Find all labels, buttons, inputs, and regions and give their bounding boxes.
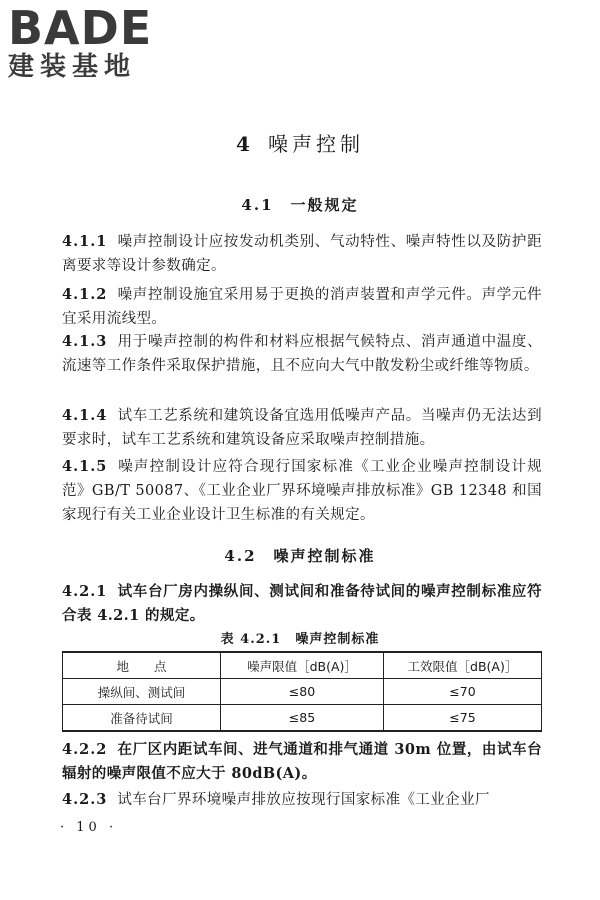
- table-cell: ≤70: [383, 679, 541, 705]
- chapter-number: 4: [236, 132, 254, 156]
- header-efficiency-limit: 工效限值［dB(A)］: [383, 652, 541, 679]
- section-number: 4.2: [224, 547, 257, 565]
- clause-4-1-1: [62, 230, 542, 278]
- clause-text: 试车台厂界环境噪声排放应按现行国家标准《工业企业厂: [117, 792, 490, 808]
- section-title-4-2: [0, 545, 600, 566]
- section-name: 一般规定: [290, 196, 359, 214]
- clause-4-1-5: [62, 455, 542, 527]
- clause-text: 在厂区内距试车间、进气通道和排气通道 30m 位置，由试车台辐射的噪声限值不应大于 80dB(A)。: [62, 741, 542, 782]
- clause-4-2-1: [62, 580, 542, 628]
- section-title-4-1: [0, 194, 600, 215]
- header-noise-limit: 噪声限值［dB(A)］: [221, 652, 384, 679]
- clause-text: 试车台厂房内操纵间、测试间和准备待试间的噪声控制标准应符合表 4.2.1 的规定。: [62, 583, 542, 624]
- logo-wordmark: BADE: [8, 1, 153, 55]
- clause-number: 4.1.2: [62, 286, 108, 303]
- clause-text: 试车工艺系统和建筑设备宜选用低噪声产品。当噪声仍无法达到要求时，试车工艺系统和建筑设备应采取噪声控制措施。: [62, 408, 542, 448]
- noise-limit-table: [62, 651, 542, 732]
- clause-number: 4.1.1: [62, 233, 108, 250]
- page-number: · 10 ·: [60, 820, 118, 835]
- table-cell: ≤80: [221, 679, 384, 705]
- clause-number: 4.2.1: [62, 583, 108, 600]
- section-number: 4.1: [241, 196, 274, 214]
- table-cell: ≤85: [221, 705, 384, 732]
- table-row: [63, 679, 542, 705]
- clause-text: 噪声控制设计应符合现行国家标准《工业企业噪声控制设计规范》GB/T 50087、《工业企业厂界环境噪声排放标准》GB 12348 和国家现行有关工业企业设计卫生标准的有关规定。: [62, 459, 542, 523]
- clause-4-1-2: [62, 283, 542, 331]
- chapter-title: [0, 128, 600, 157]
- clause-4-1-3: [62, 330, 542, 378]
- clause-4-2-2: [62, 738, 542, 786]
- table-cell: ≤75: [383, 705, 541, 732]
- clause-4-1-4: [62, 404, 542, 452]
- clause-number: 4.1.5: [62, 458, 108, 475]
- clause-text: 用于噪声控制的构件和材料应根据气候特点、消声通道中温度、流速等工作条件采取保护措施，且不应向大气中散发粉尘或纤维等物质。: [62, 334, 542, 374]
- clause-4-2-3: [62, 788, 542, 812]
- section-name: 噪声控制标准: [273, 547, 376, 565]
- clause-text: 噪声控制设施宜采用易于更换的消声装置和声学元件。声学元件宜采用流线型。: [62, 287, 542, 327]
- clause-number: 4.2.2: [62, 741, 108, 758]
- clause-number: 4.2.3: [62, 791, 108, 808]
- table-row: [63, 705, 542, 732]
- clause-text: 噪声控制设计应按发动机类别、气动特性、噪声特性以及防护距离要求等设计参数确定。: [62, 234, 542, 274]
- clause-number: 4.1.3: [62, 333, 108, 350]
- table-header-row: [63, 652, 542, 679]
- table-cell: 准备待试间: [63, 705, 221, 732]
- header-location: 地 点: [63, 652, 221, 679]
- table-cell: 操纵间、测试间: [63, 679, 221, 705]
- logo-subtitle: 建装基地: [8, 52, 137, 82]
- table-caption: 表 4.2.1 噪声控制标准: [220, 632, 380, 647]
- bade-logo: [8, 1, 178, 84]
- chapter-name: 噪声控制: [267, 132, 364, 156]
- clause-number: 4.1.4: [62, 407, 108, 424]
